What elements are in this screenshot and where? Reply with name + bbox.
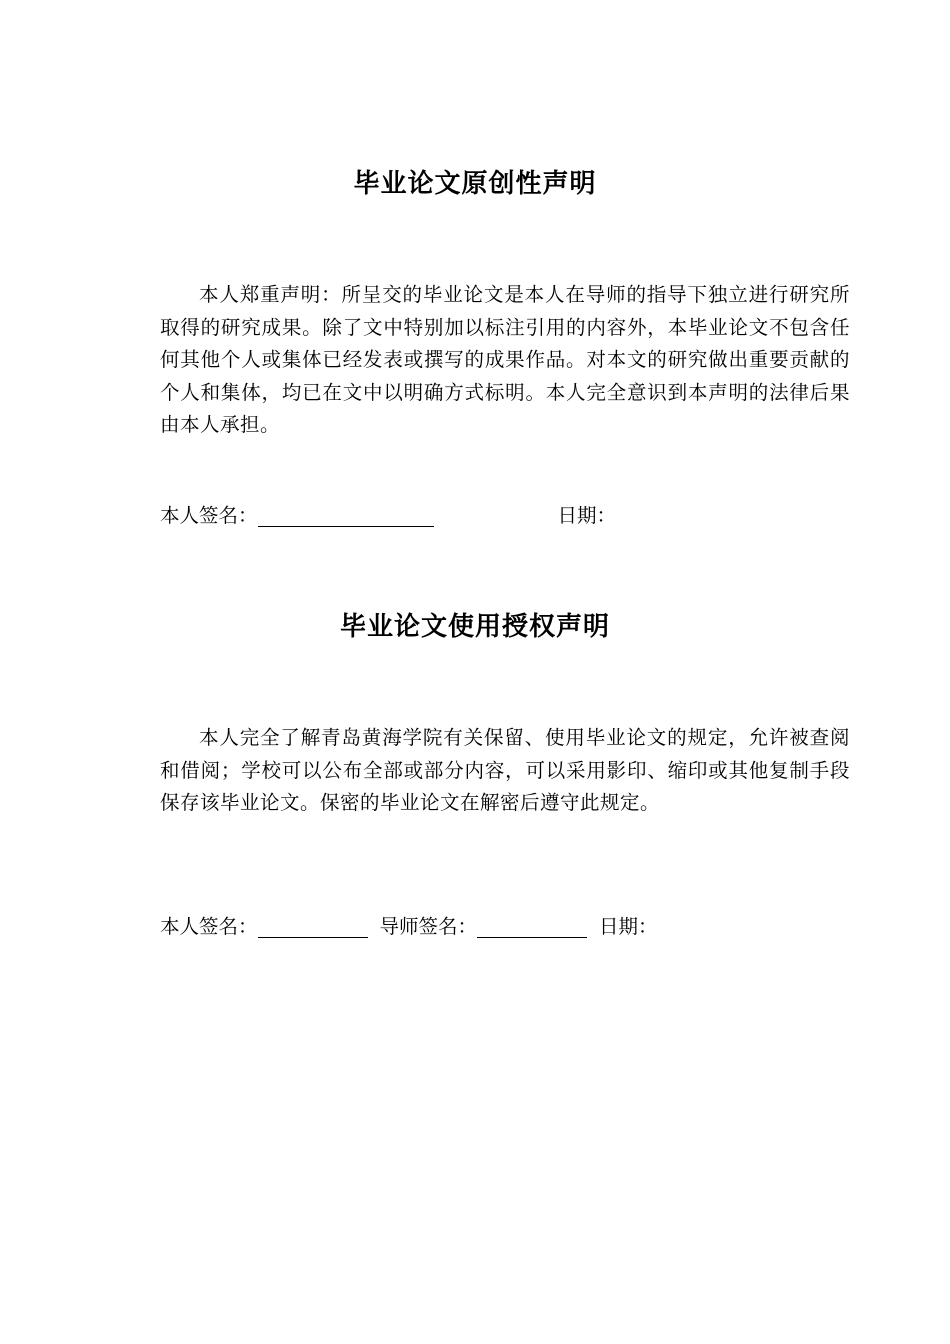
originality-signature-row [160,500,850,532]
originality-paragraph: 本人郑重声明：所呈交的毕业论文是本人在导师的指导下独立进行研究所取得的研究成果。除了文中特别加以标注引用的内容外，本毕业论文不包含任何其他个人或集体已经发表或撰写的成果作品。对本文的研究做出重要贡献的个人和集体，均已在文中以明确方式标明。本人完全意识到本声明的法律后果由本人承担。 [160,283,850,436]
author-signature-blank[interactable] [258,502,434,527]
author-signature-blank[interactable] [258,913,368,938]
date-label: 日期： [557,504,617,527]
advisor-signature-label: 导师签名： [379,915,478,938]
authorization-title: 毕业论文使用授权声明 [339,612,610,642]
authorization-paragraph: 本人完全了解青岛黄海学院有关保留、使用毕业论文的规定，允许被查阅和借阅；学校可以公布全部或部分内容，可以采用影印、缩印或其他复制手段保存该毕业论文。保密的毕业论文在解密后遵守此规定。 [160,726,850,814]
originality-title: 毕业论文原创性声明 [353,169,597,199]
advisor-signature-blank[interactable] [477,913,587,938]
authorization-signature-row [160,911,850,943]
date-label: 日期： [599,915,658,938]
author-signature-label: 本人签名： [160,915,258,938]
author-signature-label: 本人签名： [160,504,258,527]
